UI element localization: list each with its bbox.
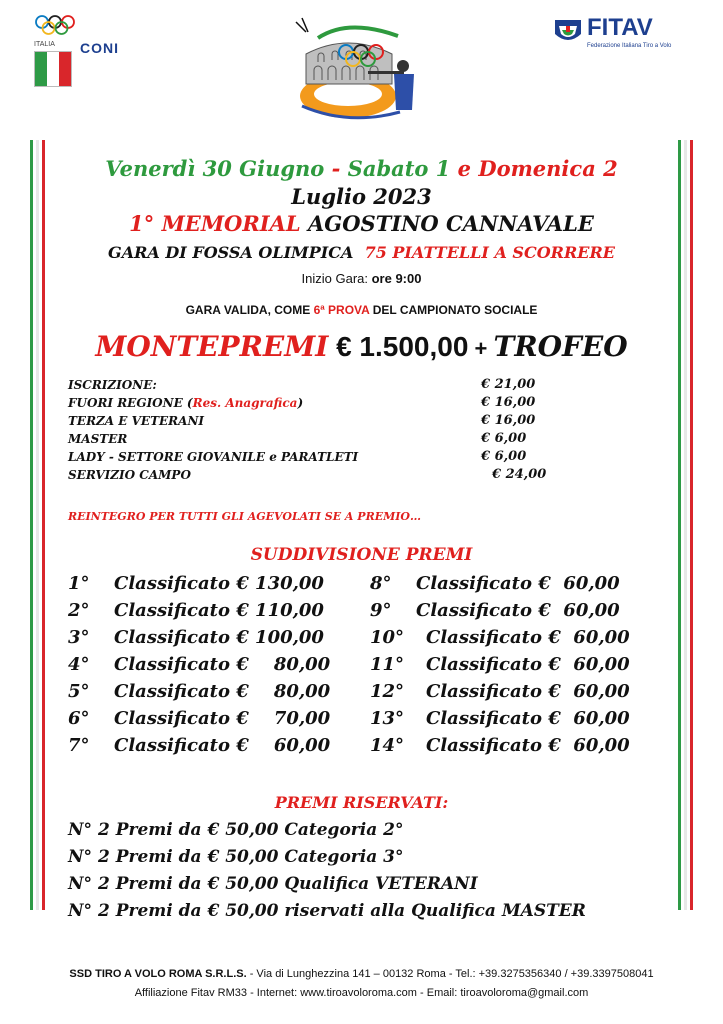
fee-label: SERVIZIO CAMPO	[68, 468, 191, 482]
prize-row: 9° Classificato € 60,00	[370, 600, 620, 621]
fee-label: MASTER	[68, 432, 128, 446]
riservato-row: N° 2 Premi da € 50,00 Categoria 3°	[68, 847, 404, 867]
footer-company: SSD TIRO A VOLO ROMA S.R.L.S.	[69, 968, 247, 980]
valida-part-c: DEL CAMPIONATO SOCIALE	[369, 303, 538, 317]
valida-part-a: GARA VALIDA, COME	[185, 303, 314, 317]
fee-value: € 6,00	[481, 449, 527, 464]
prize-row: 2° Classificato € 110,00	[68, 600, 324, 621]
prize-row: 13° Classificato € 60,00	[370, 708, 630, 729]
riservato-row: N° 2 Premi da € 50,00 riservati alla Qualifica MASTER	[68, 901, 586, 921]
prize-row: 11° Classificato € 60,00	[370, 654, 630, 675]
inizio-label: Inizio Gara:	[301, 271, 372, 286]
montepremi-label: MONTEPREMI	[95, 330, 329, 363]
gara-valida	[0, 303, 723, 317]
prize-row: 10° Classificato € 60,00	[370, 627, 630, 648]
prize-row: 3° Classificato € 100,00	[68, 627, 324, 648]
fee-value: € 16,00	[481, 413, 536, 428]
prize-row: 14° Classificato € 60,00	[370, 735, 630, 756]
italia-label: ITALIA	[34, 41, 55, 48]
prize-row: 12° Classificato € 60,00	[370, 681, 630, 702]
gara-type: GARA DI FOSSA OLIMPICA	[108, 243, 354, 262]
prize-row: 8° Classificato € 60,00	[370, 573, 620, 594]
event-dates-line	[0, 156, 723, 181]
fee-value: € 24,00	[492, 467, 547, 482]
gara-line	[0, 243, 723, 262]
club-logo	[288, 14, 438, 129]
montepremi-amount: € 1.500,00	[328, 331, 469, 362]
montepremi-plus: +	[468, 336, 494, 361]
riservato-row: N° 2 Premi da € 50,00 Categoria 2°	[68, 820, 404, 840]
memorial-name: AGOSTINO CANNAVALE	[300, 211, 594, 236]
footer-line-1	[0, 968, 723, 980]
memorial-title	[0, 211, 723, 236]
coni-label: CONI	[80, 40, 119, 56]
olympic-rings-icon	[34, 14, 78, 36]
fitav-logo	[553, 14, 703, 54]
fee-label: TERZA E VETERANI	[68, 414, 205, 428]
montepremi-line	[0, 330, 723, 363]
fitav-subtitle: Federazione Italiana Tiro a Volo	[587, 43, 672, 49]
fee-label: LADY - SETTORE GIOVANILE e PARATLETI	[68, 450, 359, 464]
footer-address: - Via di Lunghezzina 141 – 00132 Roma - Tel.: +39.3275356340 / +39.3397508041	[246, 968, 654, 980]
footer-line-2: Affiliazione Fitav RM33 - Internet: www.tiroavoloroma.com - Email: tiroavoloroma@gmail.com	[134, 987, 589, 999]
riservati-title: PREMI RISERVATI:	[274, 793, 449, 812]
valida-part-b: 6ª PROVA	[313, 303, 370, 317]
colosseum-shooter-emblem-icon	[288, 14, 438, 129]
prize-row: 5° Classificato € 80,00	[68, 681, 331, 702]
reintegro-note: REINTEGRO PER TUTTI GLI AGEVOLATI SE A PREMIO…	[68, 510, 421, 523]
coni-logo	[30, 14, 120, 84]
event-month-year: Luglio 2023	[291, 184, 432, 209]
piattelli: 75 PIATTELLI A SCORRERE	[364, 243, 615, 262]
prize-row: 1° Classificato € 130,00	[68, 573, 324, 594]
prize-row: 4° Classificato € 80,00	[68, 654, 331, 675]
date-saturday: Sabato 1	[347, 156, 451, 181]
inizio-time: ore 9:00	[371, 271, 422, 286]
italian-flag-shield-icon	[34, 51, 72, 87]
fee-label: ISCRIZIONE:	[68, 378, 157, 392]
date-friday: Venerdì 30 Giugno	[105, 156, 325, 181]
prize-row: 7° Classificato € 60,00	[68, 735, 331, 756]
memorial-ordinal: 1° MEMORIAL	[129, 211, 301, 236]
montepremi-trofeo: TROFEO	[493, 330, 628, 363]
inizio-gara	[0, 271, 723, 286]
fee-label: FUORI REGIONE (Res. Anagrafica)	[68, 396, 304, 410]
fee-value: € 16,00	[481, 395, 536, 410]
fee-value: € 6,00	[481, 431, 527, 446]
date-and: e	[450, 156, 479, 181]
fee-value: € 21,00	[481, 377, 536, 392]
date-dash: -	[324, 156, 348, 181]
suddivisione-title: SUDDIVISIONE PREMI	[250, 545, 473, 565]
fitav-shield-icon	[553, 16, 583, 48]
fitav-label: FITAV	[587, 14, 653, 41]
date-sunday: Domenica 2	[478, 156, 618, 181]
riservato-row: N° 2 Premi da € 50,00 Qualifica VETERANI	[68, 874, 478, 894]
prize-row: 6° Classificato € 70,00	[68, 708, 331, 729]
fee-label-extra: Res. Anagrafica	[192, 396, 298, 410]
